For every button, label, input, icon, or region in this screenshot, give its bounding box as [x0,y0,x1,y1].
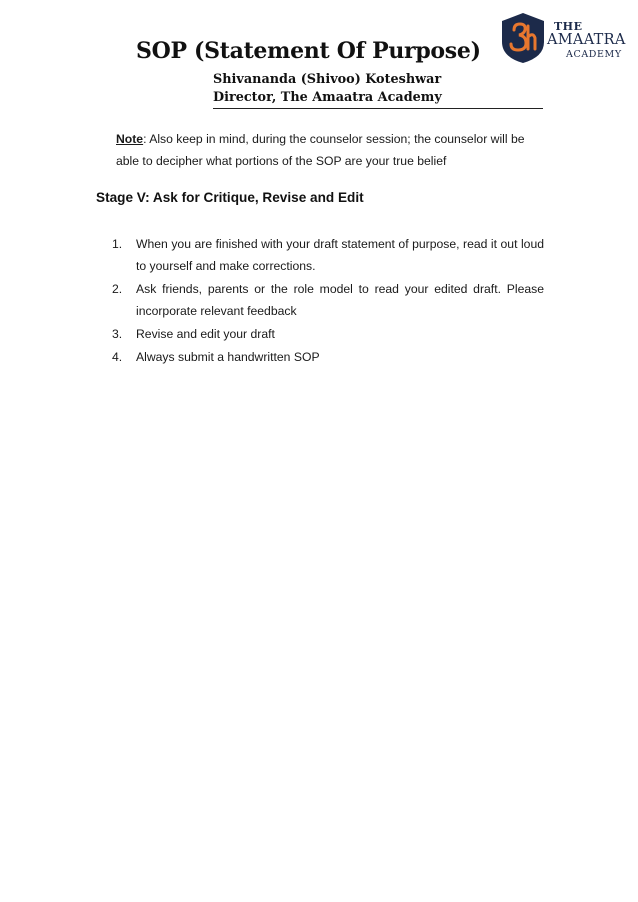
list-item [112,278,544,322]
list-item-text: When you are finished with your draft statement of purpose, read it out loud to yourself and make corrections. [136,237,544,273]
list-item-text: Ask friends, parents or the role model to read your edited draft. Please incorporate relevant feedback [136,282,544,318]
list-item-text: Revise and edit your draft [136,327,275,341]
list-item [112,346,544,368]
steps-list [112,233,544,369]
logo-line-2: AMAATRA [547,32,626,48]
list-item [112,233,544,277]
author-block [213,71,543,109]
list-item-number: 2. [112,282,123,296]
note-label: Note [116,132,144,146]
logo-line-3: ACADEMY [566,49,622,60]
document-title: SOP (Statement Of Purpose) [136,38,481,64]
author-role: Director, The Amaatra Academy [213,90,442,105]
list-item [112,323,544,345]
note-text: : Also keep in mind, during the counselor session; the counselor will be able to decipher what portions of the SOP are your true belief [116,132,525,168]
list-item-number: 1. [112,237,123,251]
list-item-number: 3. [112,327,123,341]
note-paragraph [116,128,544,172]
logo-line-1: THE [554,20,583,33]
shield-icon [500,12,546,64]
list-item-text: Always submit a handwritten SOP [136,350,320,364]
stage-heading: Stage V: Ask for Critique, Revise and Edit [96,190,364,205]
author-name: Shivananda (Shivoo) Koteshwar [213,72,442,87]
list-item-number: 4. [112,350,123,364]
academy-logo [500,12,632,68]
